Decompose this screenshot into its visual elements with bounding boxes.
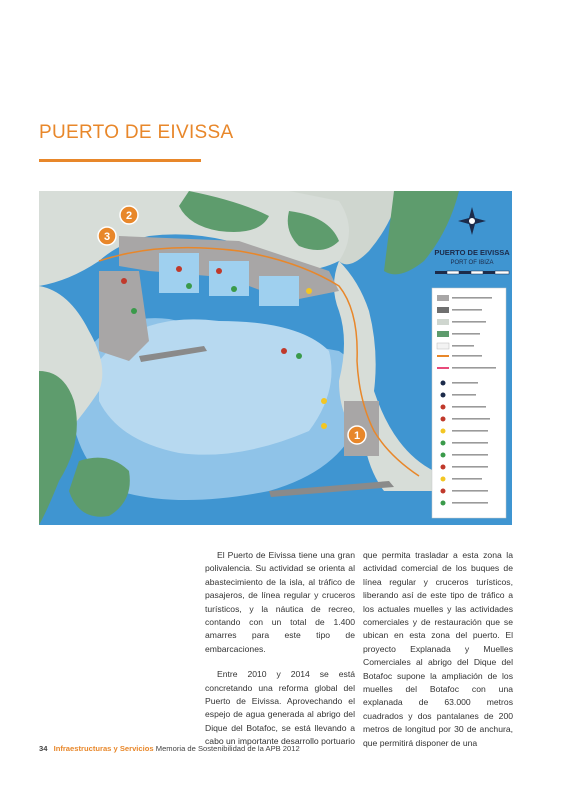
scale-bar <box>435 271 509 274</box>
marker-2-label: 2 <box>125 210 133 222</box>
footer-publication: Memoria de Sostenibilidad de la APB 2012 <box>155 744 300 753</box>
port-basin-3 <box>259 276 299 306</box>
map-legend <box>432 288 506 518</box>
body-column-1 <box>205 549 355 761</box>
marker-2 <box>120 206 138 224</box>
map-subtitle: PORT OF IBIZA <box>450 260 494 266</box>
page-number: 34 <box>39 744 48 753</box>
title-underline <box>39 159 201 162</box>
marker-1 <box>348 426 366 444</box>
map-title: PUERTO DE EIVISSA <box>434 248 510 257</box>
body-column-2 <box>363 549 513 762</box>
page-title: PUERTO DE EIVISSA <box>39 122 234 143</box>
col1-paragraph-1: El Puerto de Eivissa tiene una gran polivalencia. Su actividad se orienta al abastecimiento de la isla, al tráfico de pasajeros, de línea regular y cruceros turísticos, y la náutica de recreo, contando con un total de 1.400 amarres para este tipo de embarcaciones. <box>205 550 355 654</box>
col1-paragraph-2: Entre 2010 y 2014 se está concretando una reforma global del Puerto de Eivissa. Aprovechando el espejo de agua generada al abrigo del Dique del Botafoc, se está llevando a cabo un importante desarrollo portuario <box>205 669 356 747</box>
footer-section: Infraestructuras y Servicios <box>53 744 154 753</box>
port-map <box>39 191 512 525</box>
port-basin-1 <box>159 253 199 293</box>
marker-1-label: 1 <box>353 430 361 442</box>
marker-3-label: 3 <box>103 231 111 243</box>
page-footer <box>39 744 300 753</box>
marker-3 <box>98 227 116 245</box>
port-basin-2 <box>209 261 249 296</box>
col2-paragraph-1: que permita trasladar a esta zona la actividad comercial de los buques de línea regular y cruceros turísticos, liberando así de este tipo de tráfico a los actuales muelles y las actividades comerciales y de restauración que se ubican en esta zona del puerto. El proyecto Explanada y Muelles Comerciales al abrigo del Dique del Botafoc supone la ampliación de los muelles del Botafoc con una explanada de 63.000 metros cuadrados y dos pantalanes de 200 metros de longitud por 30 de anchura, que permitirá disponer de una <box>363 550 513 748</box>
